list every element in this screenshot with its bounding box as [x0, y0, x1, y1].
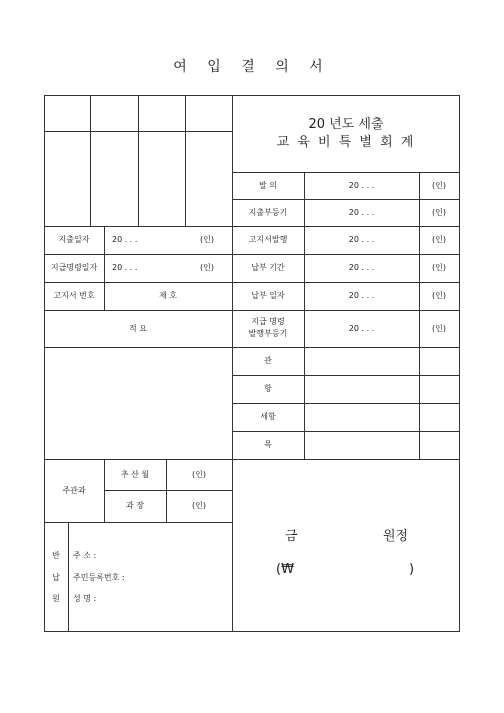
payment-order-date-label: 지급명령일자 — [50, 263, 98, 272]
payment-date-label: 납부 일자 — [251, 291, 285, 300]
notice-issue-label: 고지서발행 — [248, 235, 288, 244]
amount-won-close: ) — [409, 562, 415, 577]
payer-side-1: 반 — [52, 551, 60, 560]
expense-date-label: 지출일자 — [58, 235, 90, 244]
amount-suffix: 원정 — [383, 529, 409, 544]
notice-number-label: 고지서 번호 — [53, 291, 95, 300]
header-line1: 20 년도 세출 — [308, 117, 384, 132]
payment-period-seal: (인) — [432, 263, 446, 272]
payment-period-date: 20 . . . — [348, 263, 375, 272]
budget-hang-label: 항 — [264, 384, 272, 393]
document-title: 여 입 결 의 서 — [173, 59, 331, 75]
order-ledger-label-line1: 지급 명령 — [251, 317, 285, 326]
summary-label: 적 요 — [129, 324, 147, 333]
issue-date: 20 . . . — [348, 181, 375, 190]
expense-date-value: 20 . . . — [112, 235, 138, 244]
table-border-bottom — [44, 631, 460, 632]
budget-mok-label: 목 — [264, 440, 272, 449]
payer-side-3: 원 — [52, 594, 60, 603]
dept-label: 주관과 — [62, 486, 86, 495]
payment-period-label: 납부 기간 — [251, 263, 285, 272]
header-line2: 교 육 비 특 별 회 계 — [276, 135, 416, 150]
expense-ledger-label: 지출부등기 — [248, 208, 288, 217]
section-chief-label: 과 장 — [126, 501, 144, 510]
budget-sehang-label: 세항 — [260, 412, 276, 421]
table-border-right — [459, 95, 460, 632]
order-ledger-date: 20 . . . — [348, 324, 375, 333]
order-ledger-seal: (인) — [432, 324, 446, 333]
table-border-top — [44, 95, 460, 96]
payer-name-label: 성 명 : — [73, 594, 97, 603]
calculator-seal: (인) — [192, 470, 206, 479]
payment-order-date-seal: (인) — [200, 263, 214, 272]
section-chief-seal: (인) — [192, 501, 206, 510]
payment-order-date-value: 20 . . . — [112, 263, 138, 272]
notice-number-value: 제 호 — [159, 291, 177, 300]
payer-address-label: 주 소 : — [73, 551, 97, 560]
calculator-label: 추 산 월 — [120, 470, 150, 479]
expense-ledger-date: 20 . . . — [348, 208, 375, 217]
payment-date-seal: (인) — [432, 291, 446, 300]
payer-resident-number-label: 주민등록번호 : — [73, 573, 125, 582]
notice-issue-date: 20 . . . — [348, 235, 375, 244]
order-ledger-label-line2: 발행부등기 — [248, 329, 288, 338]
payment-date-date: 20 . . . — [348, 291, 375, 300]
payer-side-2: 납 — [52, 573, 60, 582]
budget-gwan-label: 관 — [264, 356, 272, 365]
issue-seal: (인) — [432, 181, 446, 190]
amount-prefix: 금 — [285, 529, 298, 544]
issue-label: 발 의 — [259, 181, 277, 190]
amount-won-open: (₩ — [276, 562, 294, 577]
expense-date-seal: (인) — [200, 235, 214, 244]
notice-issue-seal: (인) — [432, 235, 446, 244]
expense-ledger-seal: (인) — [432, 208, 446, 217]
